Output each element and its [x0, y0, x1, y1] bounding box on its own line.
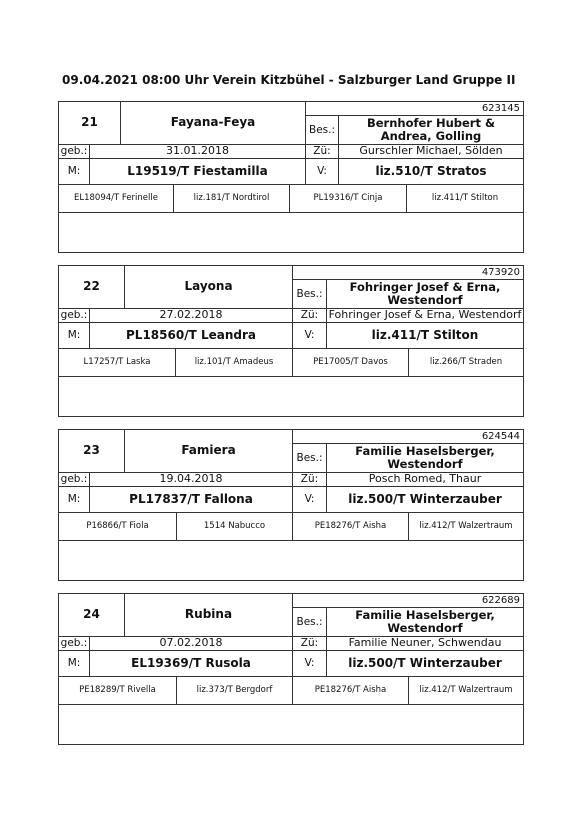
entry-number: 23: [58, 429, 125, 473]
owner-value: Bernhofer Hubert & Andrea, Golling: [338, 115, 524, 145]
mother-value: PL17837/T Fallona: [89, 486, 293, 513]
birth-date: 07.02.2018: [89, 636, 293, 651]
mother-value: EL19369/T Rusola: [89, 650, 293, 677]
father-value: liz.510/T Stratos: [338, 158, 524, 185]
ancestor-cell: L17257/T Laska: [58, 348, 176, 377]
father-value: liz.500/T Winterzauber: [326, 486, 524, 513]
ancestor-cell: PE18289/T Rivella: [58, 676, 177, 705]
father-label: V:: [305, 158, 339, 185]
ancestor-cell: liz.266/T Straden: [408, 348, 524, 377]
breeder-label: Zü:: [292, 636, 327, 651]
birth-date: 19.04.2018: [89, 472, 293, 487]
entry-id: 623145: [305, 101, 524, 116]
owner-label: Bes.:: [292, 279, 327, 309]
entry-card: [58, 101, 524, 253]
mother-value: PL18560/T Leandra: [89, 322, 293, 349]
owner-label: Bes.:: [305, 115, 339, 145]
breeder-label: Zü:: [305, 144, 339, 159]
notes-box: [58, 540, 524, 581]
ancestor-cell: liz.412/T Walzertraum: [408, 676, 524, 705]
birth-label: geb.:: [58, 144, 90, 159]
animal-name: Famiera: [124, 429, 293, 473]
ancestor-cell: PE18276/T Aisha: [292, 676, 409, 705]
ancestor-cell: liz.412/T Walzertraum: [408, 512, 524, 541]
mother-label: M:: [58, 322, 90, 349]
ancestor-cell: EL18094/T Ferinelle: [58, 184, 174, 213]
ancestor-cell: PE17005/T Davos: [292, 348, 409, 377]
father-value: liz.411/T Stilton: [326, 322, 524, 349]
mother-value: L19519/T Fiestamilla: [89, 158, 306, 185]
owner-label: Bes.:: [292, 607, 327, 637]
entry-card: [58, 429, 524, 581]
father-label: V:: [292, 486, 327, 513]
ancestor-cell: PE18276/T Aisha: [292, 512, 409, 541]
ancestor-cell: 1514 Nabucco: [176, 512, 293, 541]
entry-card: [58, 265, 524, 417]
page-title: 09.04.2021 08:00 Uhr Verein Kitzbühel - Salzburger Land Gruppe II: [62, 73, 516, 87]
breeder-label: Zü:: [292, 472, 327, 487]
ancestor-cell: liz.373/T Bergdorf: [176, 676, 293, 705]
mother-label: M:: [58, 650, 90, 677]
birth-label: geb.:: [58, 308, 90, 323]
ancestor-cell: liz.411/T Stilton: [406, 184, 524, 213]
entry-id: 622689: [292, 593, 524, 608]
animal-name: Rubina: [124, 593, 293, 637]
entry-id: 473920: [292, 265, 524, 280]
ancestor-cell: P16866/T Fiola: [58, 512, 177, 541]
father-label: V:: [292, 650, 327, 677]
birth-label: geb.:: [58, 636, 90, 651]
entry-number: 21: [58, 101, 121, 145]
mother-label: M:: [58, 158, 90, 185]
breeder-value: Gurschler Michael, Sölden: [338, 144, 524, 159]
notes-box: [58, 704, 524, 745]
entry-number: 24: [58, 593, 125, 637]
animal-name: Layona: [124, 265, 293, 309]
owner-value: Familie Haselsberger, Westendorf: [326, 607, 524, 637]
breeder-value: Familie Neuner, Schwendau: [326, 636, 524, 651]
mother-label: M:: [58, 486, 90, 513]
birth-date: 27.02.2018: [89, 308, 293, 323]
notes-box: [58, 212, 524, 253]
birth-date: 31.01.2018: [89, 144, 306, 159]
breeder-value: Posch Romed, Thaur: [326, 472, 524, 487]
ancestor-cell: liz.181/T Nordtirol: [173, 184, 290, 213]
notes-box: [58, 376, 524, 417]
animal-name: Fayana-Feya: [120, 101, 306, 145]
entry-card: [58, 593, 524, 745]
entry-id: 624544: [292, 429, 524, 444]
breeder-value: Fohringer Josef & Erna, Westendorf: [326, 308, 524, 323]
owner-label: Bes.:: [292, 443, 327, 473]
ancestor-cell: PL19316/T Cinja: [289, 184, 407, 213]
breeder-label: Zü:: [292, 308, 327, 323]
owner-value: Fohringer Josef & Erna, Westendorf: [326, 279, 524, 309]
father-label: V:: [292, 322, 327, 349]
father-value: liz.500/T Winterzauber: [326, 650, 524, 677]
birth-label: geb.:: [58, 472, 90, 487]
entry-number: 22: [58, 265, 125, 309]
owner-value: Familie Haselsberger, Westendorf: [326, 443, 524, 473]
ancestor-cell: liz.101/T Amadeus: [175, 348, 293, 377]
